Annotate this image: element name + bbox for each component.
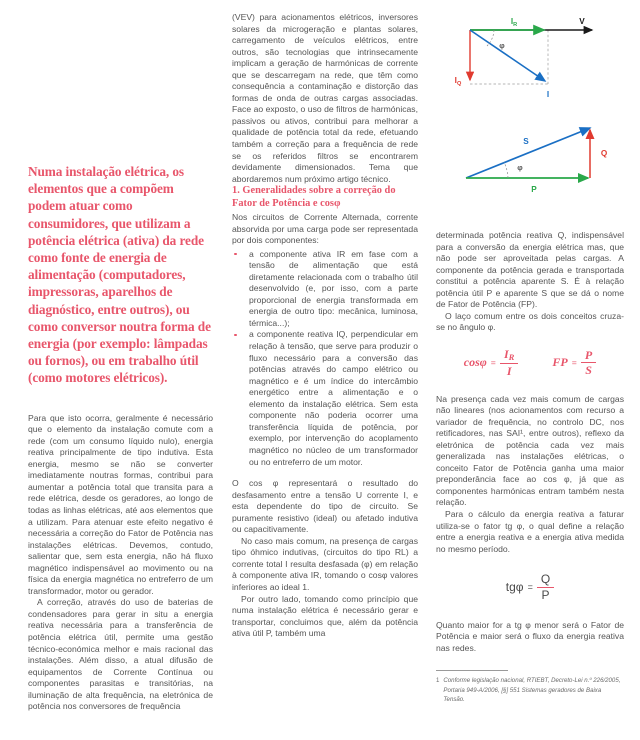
- paragraph: Para o cálculo da energia reativa a faturar utiliza-se o fator tg φ, o qual define a relação entre a energia reativa e a energia ativa medida no mesmo período.: [436, 509, 624, 554]
- formula-equals: =: [490, 357, 496, 368]
- left-body-block: [28, 387, 213, 713]
- footnote: [436, 676, 624, 704]
- paragraph: A correção, através do uso de baterias de condensadores para gerar in situ a energia reativa necessária para a transferência de potência elétrica útil, permite uma gestão técnico-económica melhor e mais racional das instalações. Além disso, a atual difusão de equipamentos de Corrente Contínua ou componentes parasitas e transitórias, na iluminação de alta frequência, na eletrónica de potência nos conversores de frequência: [28, 597, 213, 712]
- paragraph: determinada potência reativa Q, indispensável para a conversão da energia elétrica mas, que não pode ser aproveitada pelas cargas. A componente da potência gerada e transportada constitui a potência aparente S. É à relação potência útil P e aparente S que se dá o nome de Fator de Potência (FP).: [436, 230, 624, 310]
- fraction: [581, 349, 596, 377]
- fraction: [537, 573, 554, 601]
- fraction-numerator: P: [584, 347, 593, 362]
- label-phi-angle-2: φ: [517, 163, 523, 172]
- section-heading: 1. Generalidades sobre a correção do Fator de Potência e cosφ: [232, 185, 396, 209]
- paragraph: Para que isto ocorra, geralmente é necessário que o elemento da instalação comute com a rede (com um consumo líquido nulo), energia reativa principalmente de tipo indutiva. Esta energia, mesmo se não se converter imediatamente noutras formas, contribui para aumentar a potência total que transita para a rede elétrica, desde os geradores, ao longo de todas as linhas elétricas, até aos elementos que a utilizam. Para atenuar este efeito negativo é necessária a correção do Fator de Potência nas instalações elétricas. Devemos, contudo, salientar que, sem esta energia, não há fluxo magnético indispensável ao movimento ou na física da energia magnética no entreferro de um transformador, motor ou gerador.: [28, 412, 213, 596]
- fraction-numerator: Q: [540, 572, 551, 587]
- lead-paragraph: Numa instalação elétrica, os elementos que a compõem podem atuar como consumidores, que utilizam a potência elétrica (ativa) da rede como fonte de energia de alimentação (computadores, impressoras, aparelhos de diagnóstico, entre outros), ou como conversor noutra forma de energia (por exemplo: lâmpadas ou fornos), ou em trabalho útil (como motores elétricos).: [28, 164, 211, 386]
- label-phi-angle-1: φ: [499, 41, 505, 50]
- label-reactive-current: $I_Q$: [454, 76, 462, 87]
- label-active-current: $I_R$: [510, 17, 518, 28]
- list-item: [232, 329, 418, 468]
- footnote-number: 1: [436, 677, 440, 685]
- label-reactive-power: Q: [600, 149, 608, 158]
- label-total-current: I: [546, 90, 550, 99]
- formula-equals: =: [527, 582, 533, 593]
- fraction-numerator: $I_R$: [503, 346, 515, 362]
- fraction-denominator: S: [585, 363, 592, 378]
- list-item-text: a componente ativa IR em fase com a tensão de alimentação que está diretamente relacionada com o trabalho útil desenvolvido (e, por isso, com a parte proporcional de energia transformada em energia de outro tipo: mecânica, luminosa, térmica...);: [249, 248, 418, 328]
- list-item: [232, 249, 418, 330]
- paragraph: No caso mais comum, na presença de cargas tipo óhmico indutivas, (circuitos do tipo RL) a corrente total I resulta desfasada (φ) em relação à componente ativa IR, tomando o cosφ valores inferiores ao ideal 1.: [232, 535, 418, 592]
- formula-lhs: FP: [552, 355, 568, 370]
- left-column: [28, 8, 213, 724]
- label-voltage: V: [579, 17, 585, 26]
- middle-column: [232, 12, 418, 724]
- label-active-power: P: [531, 185, 537, 194]
- label-apparent-power: S: [523, 137, 529, 146]
- footnote-block: [436, 670, 624, 704]
- right-column: [436, 12, 624, 724]
- paragraph: Por outro lado, tomando como princípio que numa instalação elétrica é necessário gerar e transportar, concluimos que, além da potência ativa útil P, também uma: [232, 593, 418, 639]
- footnote-text: Conforme legislação nacional, RTIEBT, Decreto-Lei n.º 226/2005, Portaria 949-A/2006, [§] 551 Sistemas geradores de Baixa Tensão.: [443, 677, 621, 703]
- fraction: [500, 348, 518, 378]
- list-item-text: a componente reativa IQ, perpendicular em relação à tensão, que serve para produzir o fluxo necessário para a conversão das potências através do campo elétrico ou magnético e é um índice do intercâmbio energético entre a alimentação e o elemento da instalação elétrica. Sem esta componente não poderia ocorrer uma transferência líquida de potência, por exemplo, por intervenção do acoplamento magnético no núcleo de um transformador ou no entreferro de um motor.: [249, 329, 418, 467]
- bullet-dot-icon: [234, 334, 237, 337]
- footnote-divider: [436, 670, 508, 671]
- formula-row-cos-fp: [436, 348, 624, 378]
- formula-equals: =: [571, 357, 577, 368]
- fraction-denominator: I: [506, 363, 512, 378]
- component-list: [232, 249, 418, 468]
- formula-lhs: cosφ: [463, 355, 487, 370]
- paragraph: O cos φ representará o resultado do desfasamento entre a tensão U corrente I, e esta dependente do tipo de circuito. Se puramente resistivo (ideal) ou afetado indutiva ou capacitivamente.: [232, 478, 418, 535]
- bullet-dot-icon: [234, 253, 237, 256]
- paragraph: O laço comum entre os dois conceitos cruza-se no ângulo φ.: [436, 310, 624, 333]
- formula-fp: [552, 349, 596, 377]
- paragraph: (VEV) para acionamentos elétricos, inversores solares da microgeração e plantas solares, carregamento de veículos elétricos, entre outros, são tecnologias que intrinsecamente implicam a geração de harmónicas de corrente que se descarregam na rede, que têm como consequência a contaminação e distorção das formas de onda de outras cargas associadas. Face ao exposto, o uso de filtros de harmónicas, passivos ou ativos, contribui para melhorar a qualidade de potência total da rede, efetuando também a correção para a frequência de rede se os referidos filtros se encontrarem devidamente dimensionados. Tema que abordaremos num próximo artigo técnico.: [232, 12, 418, 184]
- paragraph: Quanto maior for a tg φ menor será o Fator de Potência e maior será o fluxo da energia reativa nas redes.: [436, 619, 624, 653]
- diagram-spacer: [436, 12, 624, 230]
- formula-cos-phi: [464, 348, 519, 378]
- paragraph: Nos circuitos de Corrente Alternada, corrente absorvida por uma carga pode ser representada por dois componentes:: [232, 212, 418, 246]
- paragraph: Na presença cada vez mais comum de cargas não lineares (nos acionamentos com recurso a variador de frequência, no controlo DC, nos retificadores, nas SAI¹, entre outros), reflexo da eletrónica de potência cada vez mais generalizada nas instalações elétricas, o conceito Fator de Potência ganha uma maior preponderância face ao cos φ, já que as componentes harmónicas entram também nesta relação.: [436, 393, 624, 508]
- fraction-denominator: P: [541, 587, 550, 602]
- formula-lhs: tgφ: [505, 580, 524, 595]
- formula-row-tg: [436, 573, 624, 601]
- formula-tg-phi: [506, 573, 554, 601]
